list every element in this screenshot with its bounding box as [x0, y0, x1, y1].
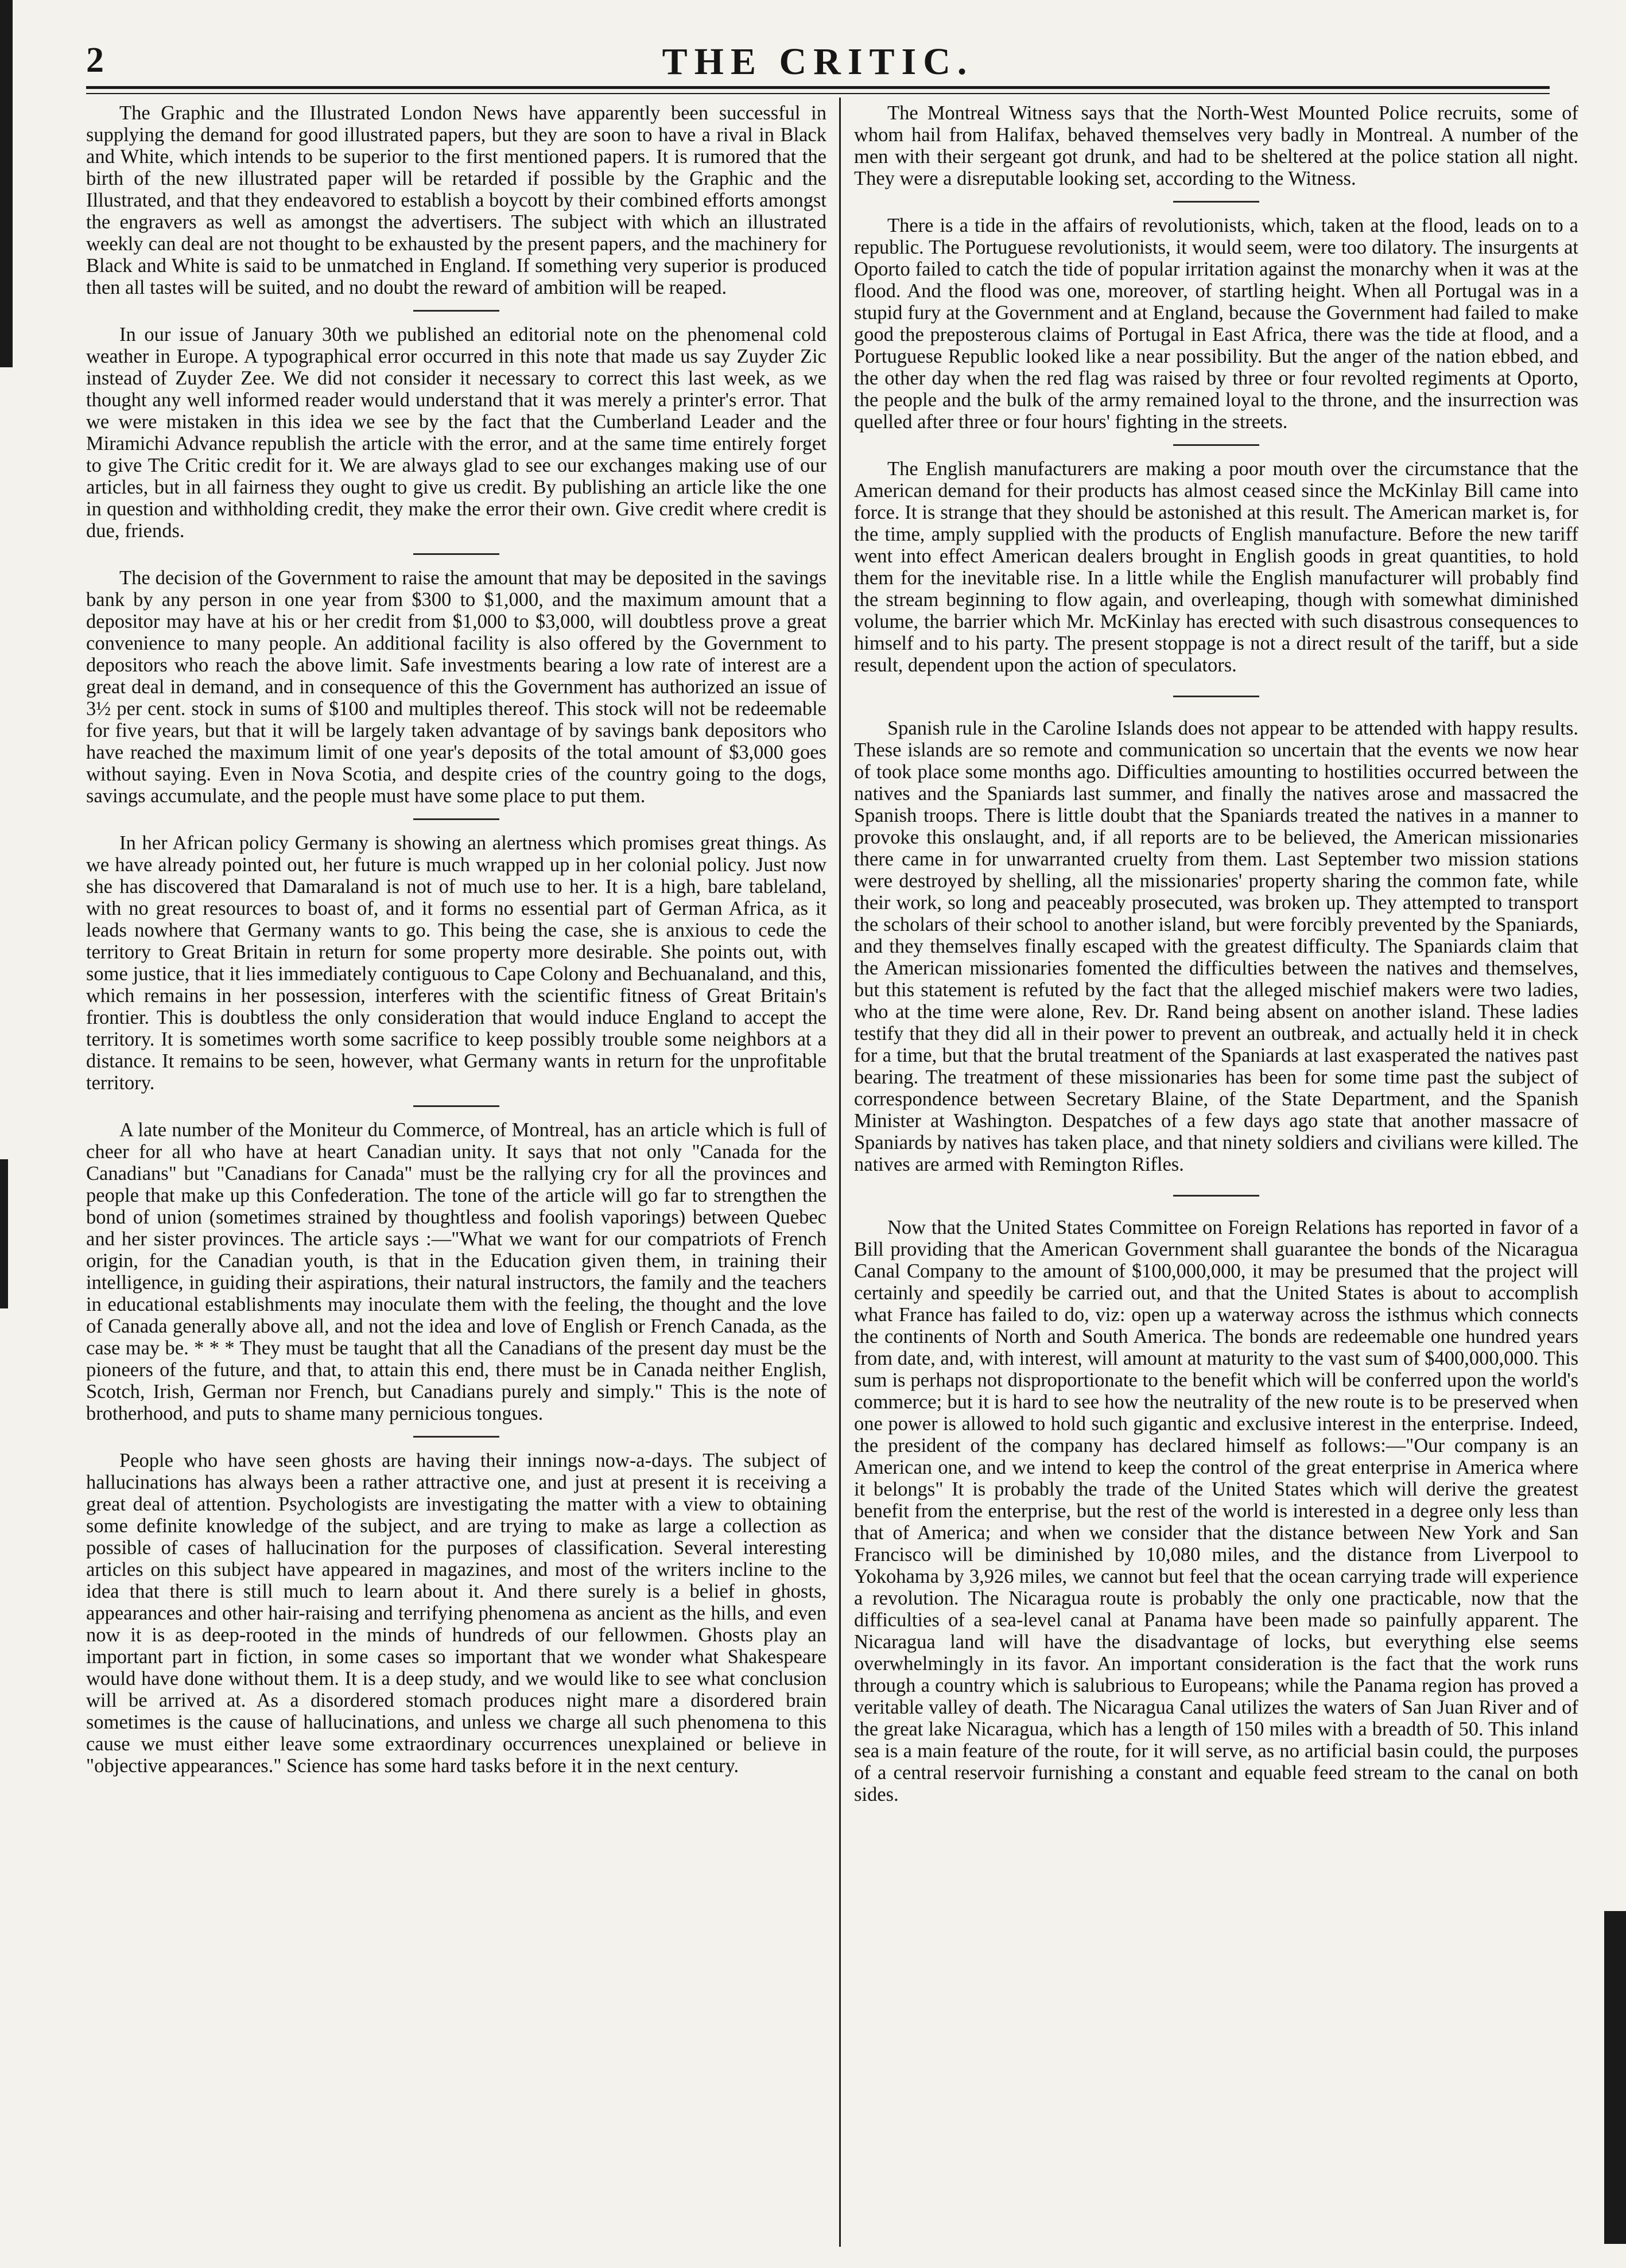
article-paragraph: The Montreal Witness says that the North-West Mounted Police recruits, some of whom hail from Halifax, behaved themselves very badly in Montreal. A number of the men with their sergeant got drunk, and had to be sheltered at the police station all night. They were a disreputable looking set, according to the Witness.	[854, 102, 1578, 189]
masthead-title: THE CRITIC.	[662, 41, 974, 83]
column-divider	[839, 98, 841, 2247]
article-paragraph: A late number of the Moniteur du Commerce, of Montreal, has an article which is full of cheer for all who have at heart Canadian unity. It says that not only "Canada for the Canadians" but "Canadians for Canada" must be the rallying cry for all the provinces and people that make up this Confederation. The tone of the article will go far to strengthen the bond of union (sometimes strained by thoughtless and foolish vaporings) between Quebec and her sister provinces. The article says :—"What we want for our compatriots of French origin, for the Canadian youth, is that in the Education given them, in training their intelligence, in guiding their aspirations, their natural instructors, the family and the teachers in educational establishments may inoculate them with the feeling, the thought and the love of Canada generally above all, and not the idea and love of English or French Canada, as the case may be. * * * They must be taught that all the Canadians of the present day must be the pioneers of the future, and that, to attain this end, there must be in Canada neither English, Scotch, Irish, German nor French, but Canadians purely and simply." This is the note of brotherhood, and puts to shame many pernicious tongues.	[86, 1119, 826, 1424]
page-number: 2	[86, 41, 104, 80]
page-header	[86, 40, 1550, 86]
article-paragraph: In her African policy Germany is showing an alertness which promises great things. As we have already pointed out, her future is much wrapped up in her colonial policy. Just now she has discovered that Damaraland is not of much use to her. It is a high, bare tableland, with no great resources to boast of, and it forms no essential part of German Africa, as it leads nowhere that Germany wants to go. This being the case, she is anxious to cede the territory to Great Britain in return for some property more desirable. She points out, with some justice, that it lies immediately contiguous to Cape Colony and Bechuanaland, and this, which remains in her possession, interferes with the scientific fitness of Great Britain's frontier. This is doubtless the only consideration that would induce England to accept the territory. It is sometimes worth some sacrifice to keep possibly trouble some neighbors at a distance. It remains to be seen, however, what Germany wants in return for the unprofitable territory.	[86, 832, 826, 1094]
header-rule	[86, 86, 1550, 94]
article-paragraph: Now that the United States Committee on Foreign Relations has reported in favor of a Bill providing that the American Government shall guarantee the bonds of the Nicaragua Canal Company to the amount of $100,000,000, it may be presumed that the project will certainly and speedily be carried out, and that the United States is about to accomplish what France has failed to do, viz: open up a waterway across the isthmus which connects the continents of North and South America. The bonds are redeemable one hundred years from date, and, with interest, will amount at maturity to the vast sum of $400,000,000. This sum is perhaps not disproportionate to the benefit which will be conferred upon the world's commerce; but it is hard to see how the neutrality of the new route is to be preserved when one power is allowed to hold such gigantic and exclusive interest in the enterprise. Indeed, the president of the company has declared himself as follows:—"Our company is an American one, and we intend to keep the control of the great enterprise in America where it belongs" It is probably the trade of the United States which will derive the greatest benefit from the enterprise, but the rest of the world is interested in a degree only less than that of America; and when we consider that the distance between New York and San Francisco will be diminished by 10,080 miles, and the distance from Liverpool to Yokohama by 3,926 miles, we cannot but feel that the ocean carrying trade will experience a revolution. The Nicaragua route is probably the only one practicable, now that the difficulties of a sea-level canal at Panama have been made so painfully apparent. The Nicaragua land will have the disadvantage of locks, but everything else seems overwhelmingly in its favor. An important consideration is the fact that the work runs through a country which is salubrious to Europeans; while the Panama region has proved a veritable valley of death. The Nicaragua Canal utilizes the waters of San Juan River and of the great lake Nicaragua, which has a length of 150 miles with a breadth of 50. This inland sea is a main feature of the route, for it will serve, as no artificial basin could, the purposes of a central reservoir furnishing a constant and equable feed stream to the canal on both sides.	[854, 1217, 1578, 1805]
section-separator	[854, 189, 1578, 215]
section-separator	[86, 1094, 826, 1119]
right-column	[854, 102, 1578, 2248]
section-separator	[86, 298, 826, 324]
article-paragraph: In our issue of January 30th we published an editorial note on the phenomenal cold weather in Europe. A typographical error occurred in this note that made us say Zuyder Zic instead of Zuyder Zee. We did not consider it necessary to correct this last week, as we thought any well informed reader would understand that it was merely a printer's error. That we were mistaken in this idea we see by the fact that the Cumberland Leader and the Miramichi Advance republish the article with the error, and at the same time entirely forget to give The Critic credit for it. We are always glad to see our exchanges making use of our articles, but in all fairness they ought to give us credit. By publishing an article like the one in question and withholding credit, they make the error their own. Give credit where credit is due, friends.	[86, 324, 826, 542]
left-column	[86, 102, 826, 2248]
section-separator	[854, 676, 1578, 717]
article-paragraph: Spanish rule in the Caroline Islands does not appear to be attended with happy results. These islands are so remote and communication so uncertain that the events we now hear of took place some months ago. Difficulties amounting to hostilities occurred between the natives and the Spaniards last summer, and finally the natives arose and massacred the Spanish troops. There is little doubt that the Spaniards treated the natives in a manner to provoke this onslaught, and, if all reports are to be believed, the American missionaries there came in for unwarranted cruelty from them. Last September two mission stations were destroyed by shelling, all the missionaries' property sharing the common fate, while their work, so long and peaceably prosecuted, was broken up. They attempted to transport the scholars of their school to another island, but were forcibly prevented by the Spaniards, and they themselves finally escaped with the greatest difficulty. The Spaniards claim that the American missionaries fomented the difficulties between the natives and themselves, but this statement is refuted by the fact that the alleged mischief makers were two ladies, who at the time were alone, Rev. Dr. Rand being absent on another island. These ladies testify that they did all in their power to prevent an outbreak, and actually held it in check for a time, but that the brutal treatment of the Spaniards at last exasperated the natives past bearing. The treatment of these missionaries has been for some time past the subject of correspondence between Secretary Blaine, of the State Department, and the Spanish Minister at Washington. Despatches of a few days ago state that another massacre of Spaniards by natives has taken place, and that ninety soldiers and civilians were killed. The natives are armed with Remington Rifles.	[854, 717, 1578, 1175]
page-edge-rule	[0, 1159, 8, 1308]
section-separator	[854, 1175, 1578, 1217]
article-paragraph: The English manufacturers are making a poor mouth over the circumstance that the American demand for their products has almost ceased since the McKinlay Bill came into force. It is strange that they should be astonished at this result. The American market is, for the time, amply supplied with the products of English manufacture. Before the new tariff went into effect American dealers brought in English goods in great quantities, to hold them for the inevitable rise. In a little while the English manufacturer will probably find the stream beginning to flow again, and overleaping, though with somewhat diminished volume, the barrier which Mr. McKinlay has erected with such disastrous consequences to himself and to his party. The present stoppage is not a direct result of the tariff, but a side result, dependent upon the action of speculators.	[854, 458, 1578, 676]
section-separator	[86, 542, 826, 567]
page-edge-rule	[1604, 1911, 1626, 2244]
article-paragraph: The decision of the Government to raise the amount that may be deposited in the savings bank by any person in one year from $300 to $1,000, and the maximum amount that a depositor may have at his or her credit from $1,000 to $3,000, will doubtless prove a great convenience to many people. An additional facility is also offered by the Government to depositors who reach the above limit. Safe investments bearing a low rate of interest are a great deal in demand, and in consequence of this the Government has authorized an issue of 3½ per cent. stock in sums of $100 and multiples thereof. This stock will not be redeemable for five years, but that it will be largely taken advantage of by savings bank depositors who have reached the maximum limit of one year's deposits of the total amount of $3,000 goes without saying. Even in Nova Scotia, and despite cries of the country going to the dogs, savings accumulate, and the people must have some place to put them.	[86, 567, 826, 807]
section-separator	[854, 433, 1578, 458]
article-paragraph: People who have seen ghosts are having their innings now-a-days. The subject of hallucinations has always been a rather attractive one, and just at present it is receiving a great deal of attention. Psychologists are investigating the matter with a view to obtaining some definite knowledge of the subject, and are trying to make as large a collection as possible of cases of hallucination for the purposes of classification. Several interesting articles on this subject have appeared in magazines, and most of the writers incline to the idea that there is still much to learn about it. And there surely is a belief in ghosts, appearances and other hair-raising and terrifying phenomena as ancient as the hills, and even now it is as deep-rooted in the minds of hundreds of our fellowmen. Ghosts play an important part in fiction, in some cases so important that we wonder what Shakespeare would have done without them. It is a deep study, and we would like to see what conclusion will be arrived at. As a disordered stomach produces night mare a disordered brain sometimes is the cause of hallucinations, and unless we charge all such phenomena to this cause we must either leave some extraordinary occurrences unexplained or believe in "objective appearances." Science has some hard tasks before it in the next century.	[86, 1450, 826, 1777]
section-separator	[86, 1424, 826, 1450]
article-paragraph: The Graphic and the Illustrated London News have apparently been successful in supplying the demand for good illustrated papers, but they are soon to have a rival in Black and White, which intends to be superior to the first mentioned papers. It is rumored that the birth of the new illustrated paper will be retarded if possible by the Graphic and the Illustrated, and that they endeavored to establish a boycott by their combined efforts amongst the engravers as well as amongst the advertisers. The subject with which an illustrated weekly can deal are not thought to be exhausted by the present papers, and the machinery for Black and White is said to be unmatched in England. If something very superior is produced then all tastes will be suited, and no doubt the reward of ambition will be reaped.	[86, 102, 826, 298]
page-edge-rule	[0, 0, 13, 367]
section-separator	[86, 807, 826, 832]
article-paragraph: There is a tide in the affairs of revolutionists, which, taken at the flood, leads on to a republic. The Portuguese revolutionists, it would seem, were too dilatory. The insurgents at Oporto failed to catch the tide of popular irritation against the monarchy when it was at the flood. And the flood was one, moreover, of startling height. When all Portugal was in a stupid fury at the Government and at England, because the Government had failed to make good the preposterous claims of Portugal in East Africa, there was the tide at flood, and a Portuguese Republic looked like a near possibility. But the anger of the nation ebbed, and the other day when the red flag was raised by three or four revolted regiments at Oporto, the people and the bulk of the army remained loyal to the throne, and the insurrection was quelled after three or four hours' fighting in the streets.	[854, 215, 1578, 433]
